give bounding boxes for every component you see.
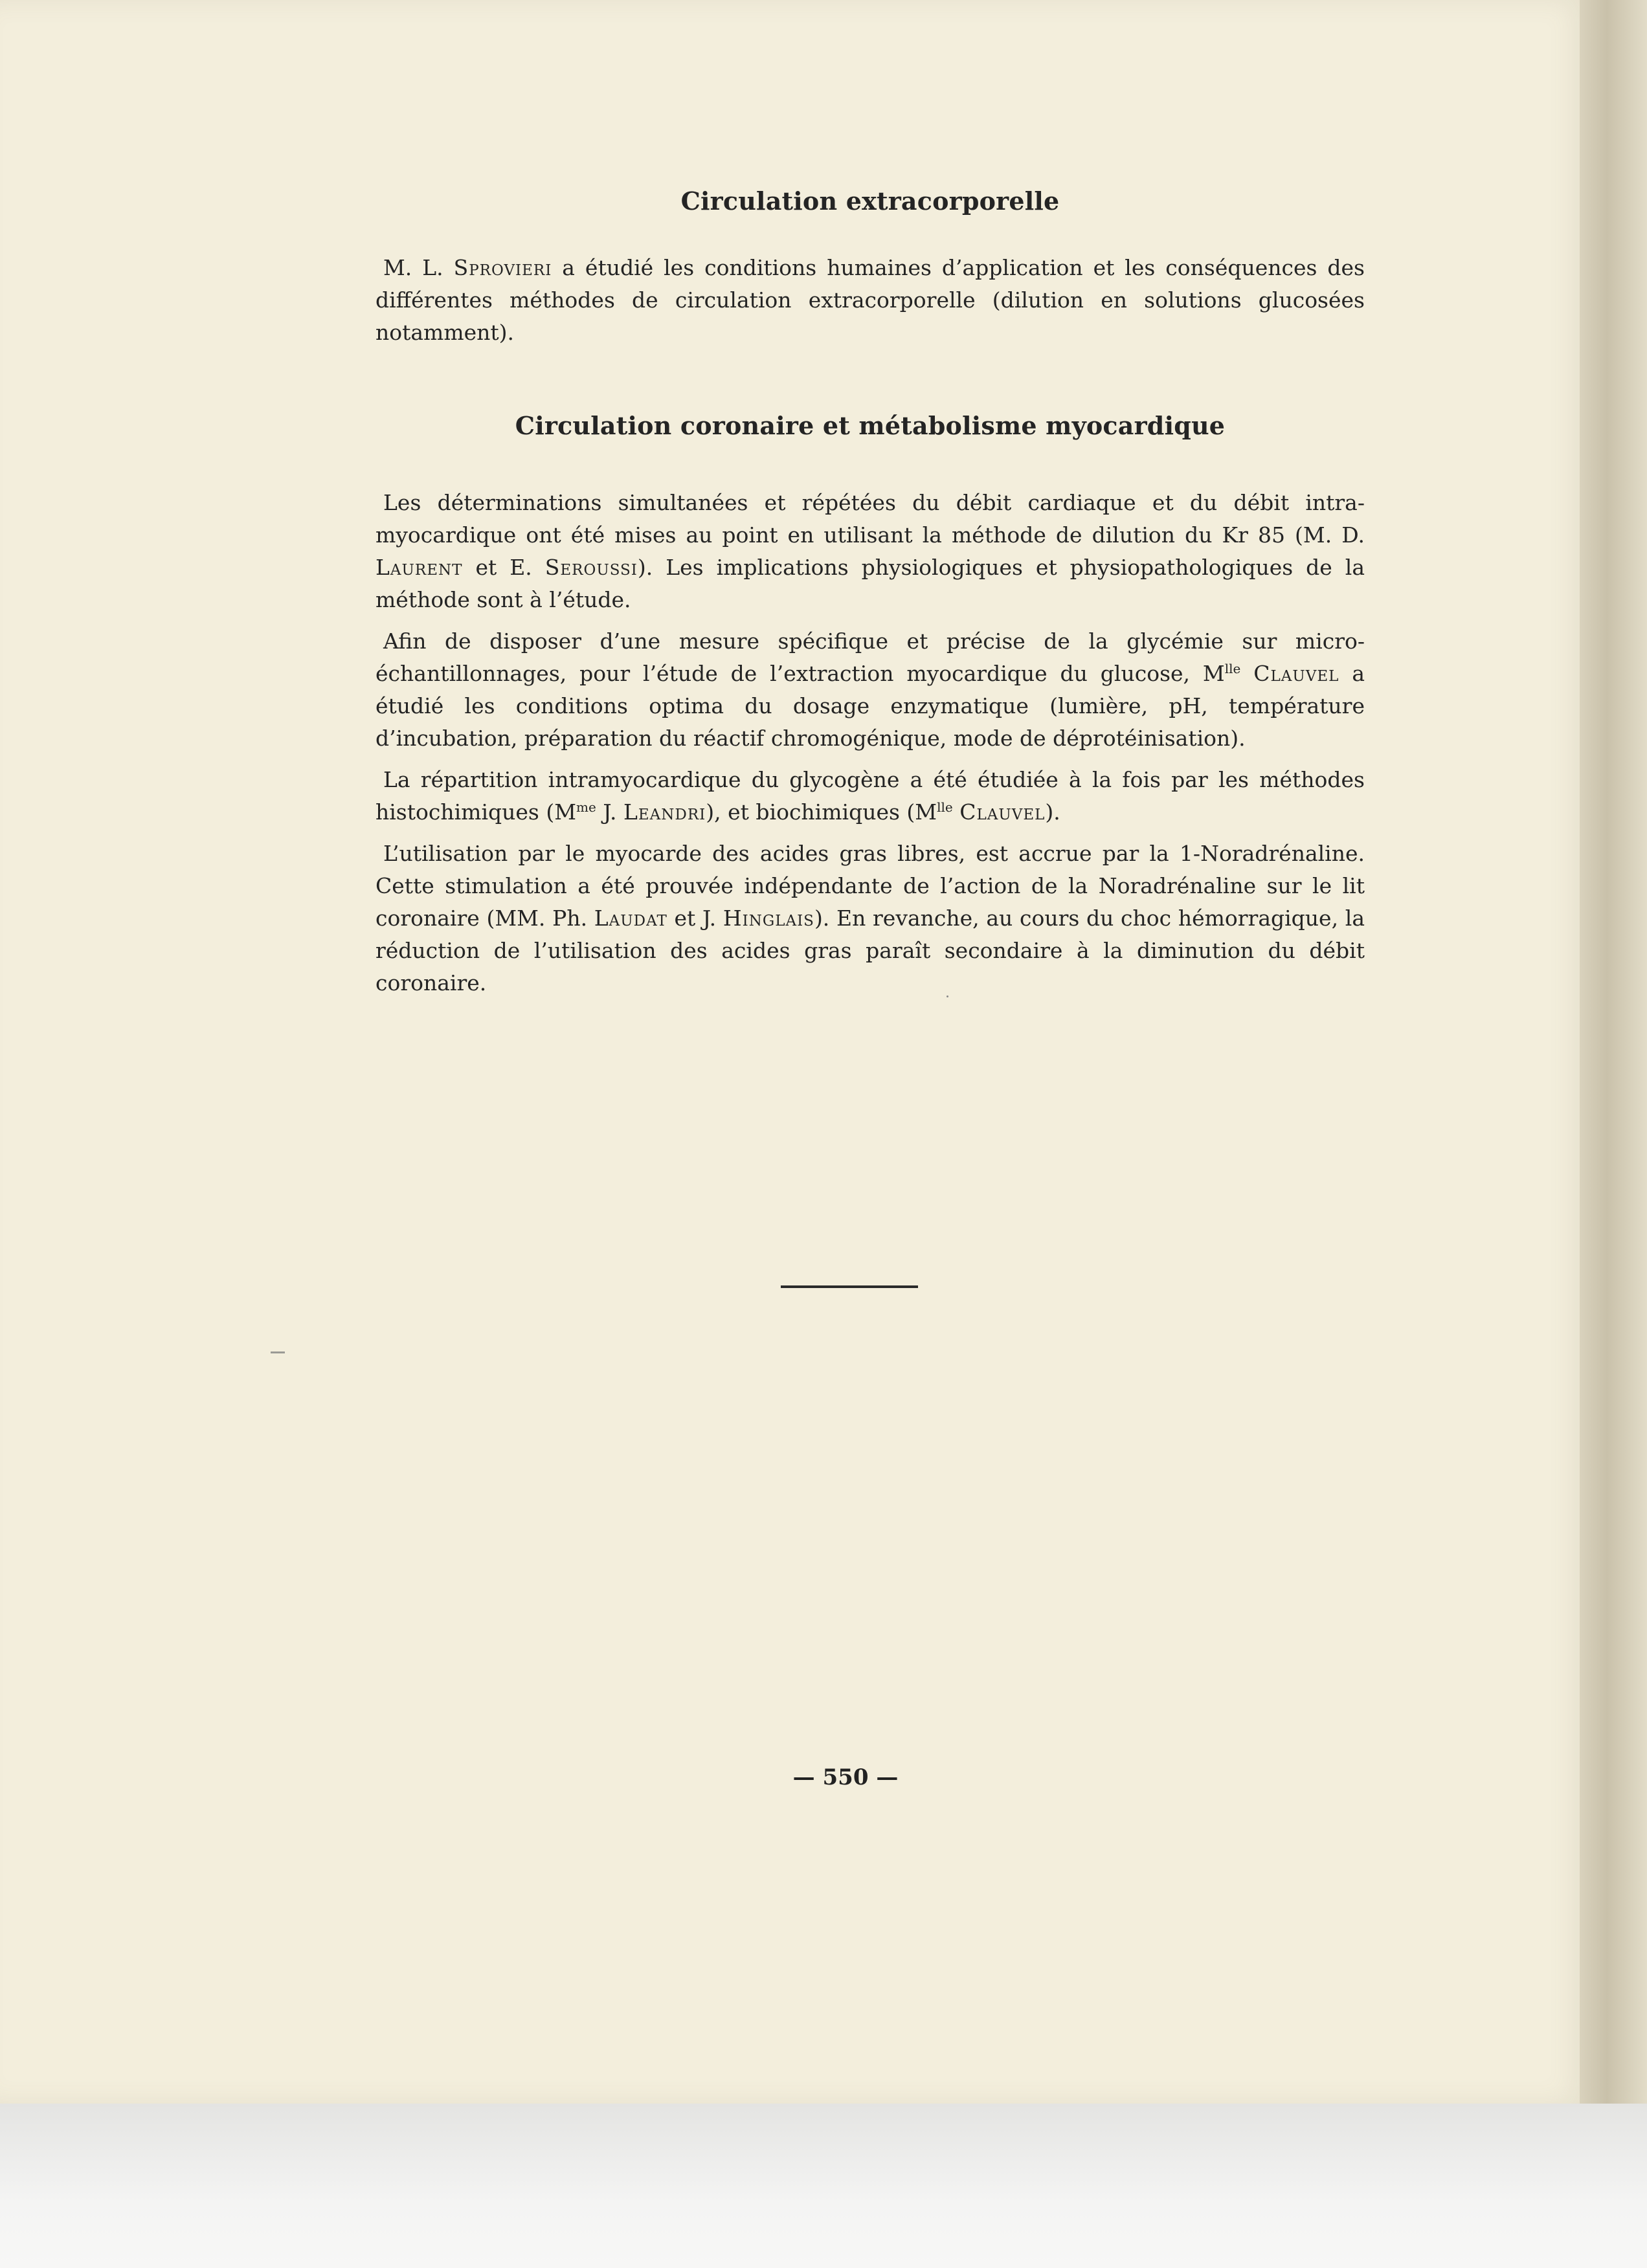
section-title-extracorporelle: Circulation extracorporelle [680, 186, 1060, 216]
author-name: Leandri [623, 799, 706, 825]
margin-mark [271, 1351, 285, 1353]
page-number: — 550 — [792, 1764, 899, 1790]
author-name: Clauvel [1253, 661, 1339, 686]
author-name: Clauvel [959, 799, 1046, 825]
section-title-coronaire: Circulation coronaire et métabolisme myocardique [515, 411, 1226, 440]
paragraph-acides-gras: L’utilisation par le myocarde des acides gras libres, est accrue par la 1-Noradrénaline. Cette stimulation a été prouvée indépendante de l’action de la Noradrénaline sur le lit coronaire (MM. Ph. Laudat et J. Hinglais). En revanche, au cours du choc hémorragique, la réduction de l’utilisation des acides gras paraît secondaire à la diminution du débit coronaire. [375, 841, 1365, 995]
paragraph-determinations: Les déterminations simultanées et répétées du débit cardiaque et du débit intra-myocardique ont été mises au point en utilisant la méthode de dilution du Kr 85 (M. D. Laurent et E. Seroussi). Les implications physiologiques et physiopathologiques de la méthode sont à l’étude. [375, 490, 1365, 612]
author-name: Laudat [594, 906, 667, 931]
author-name: Laurent [375, 555, 463, 580]
author-name: Hinglais [723, 906, 814, 931]
page-content [375, 175, 1365, 1008]
section-end-rule [781, 1285, 918, 1288]
scanner-bed [0, 2104, 1647, 2268]
paragraph-sprovieri: M. L. Sprovieri a étudié les conditions humaines d’application et les conséquences des différentes méthodes de circulation extracorporelle (dilution en solutions glucosées notamment). [375, 255, 1365, 345]
author-name: Seroussi [544, 555, 638, 580]
print-speck [947, 995, 948, 997]
paragraph-glycogene: La répartition intramyocardique du glycogène a été étudiée à la fois par les méthodes histochimiques ($M^{me}$ J. Leandri), et biochimiques ($M^{lle}$ Clauvel). [375, 767, 1365, 825]
paragraph-glycemie: Afin de disposer d’une mesure spécifique et précise de la glycémie sur micro-échantillonnages, pour l’étude de l’extraction myocardique du glucose, $M^{lle}$ Clauvel a étudié les conditions optima du dosage enzymatique (lumière, pH, température d’incubation, préparation du réactif chromogénique, mode de déprotéinisation). [375, 628, 1365, 751]
author-name: Sprovieri [453, 255, 552, 280]
